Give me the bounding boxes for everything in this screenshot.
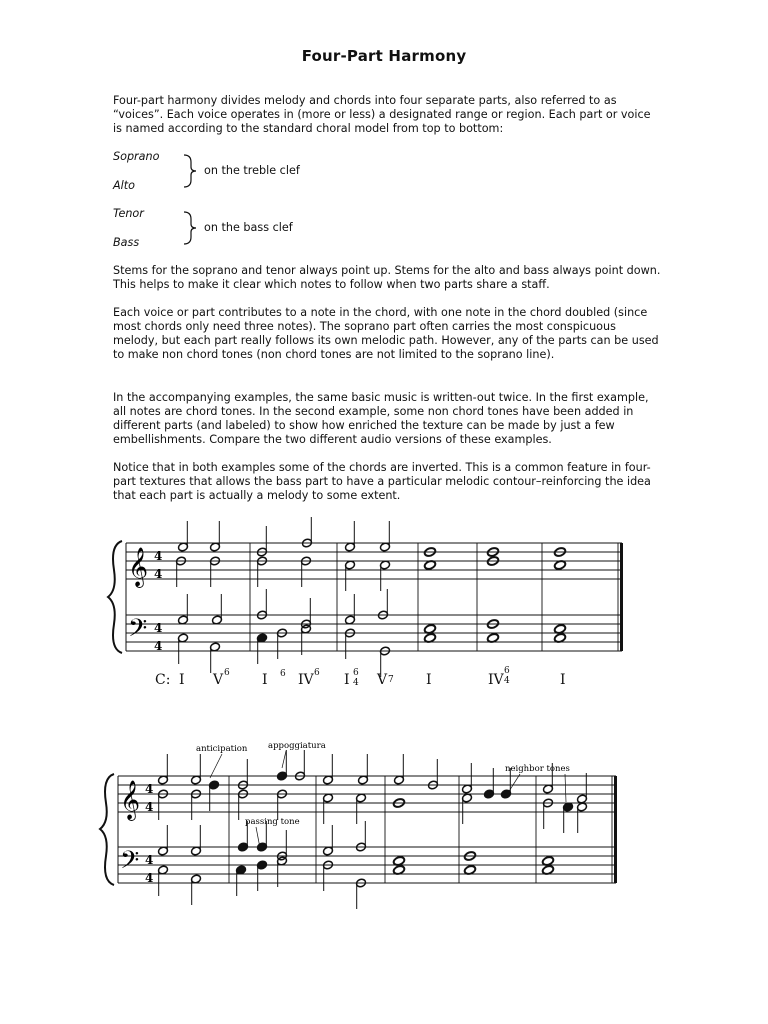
ex1-time-top: 4	[154, 549, 163, 563]
treble-clef-label: on the treble clef	[204, 164, 300, 177]
ex1-fig-iv6: 6	[314, 668, 320, 678]
ex1-fig-v6: 6	[224, 668, 230, 678]
voice-tenor: Tenor	[113, 207, 144, 220]
annotation-neighbor-tones: neighbor tones	[505, 764, 570, 774]
ex1-rn-9: I	[560, 672, 566, 688]
ex1-key: C:	[155, 672, 171, 688]
ex1-fig-iv64-top: 6	[504, 666, 510, 676]
inversions-paragraph: Notice that in both examples some of the chords are inverted. This is a common feature in four-part textures that allows the bass part to have a particular melodic contour–reinforcing the idea that each part is actually a melody to some extent.	[113, 461, 651, 502]
ex2-time-top: 4	[145, 782, 154, 796]
ex2-bass-time-top: 4	[145, 853, 154, 867]
doubling-paragraph: Each voice or part contributes to a note in the chord, with one note in the chord doubled (since most chords only need three notes). The soprano part often carries the most conspicuous melody, but each part really follows its own melodic path. However, any of the parts can be used to make non chord tones (non chord tones are not limited to the soprano line).	[113, 306, 659, 361]
ex1-fig-iv64-bottom: 4	[504, 676, 510, 686]
ex1-rn-3: I	[262, 672, 268, 688]
ex2-treble-clef-icon: 𝄞	[120, 780, 141, 820]
ex1-treble-clef-icon: 𝄞	[128, 547, 149, 587]
ex1-rn-1: I	[179, 672, 185, 688]
ex1-rn-7: I	[426, 672, 432, 688]
neighbor-pointer-2	[565, 774, 566, 802]
anticipation-pointer	[210, 754, 222, 778]
appoggiatura-pointer	[282, 751, 286, 768]
ex1-bass-time-top: 4	[154, 621, 163, 635]
ex2-final-barline	[614, 776, 617, 883]
ex1-time-bottom: 4	[154, 567, 163, 581]
ex2-system-brace-icon	[100, 774, 114, 885]
stems-paragraph: Stems for the soprano and tenor always point up. Stems for the alto and bass always point down. This helps to make it clear which notes to follow when two parts share a staff.	[113, 264, 661, 291]
ex1-rn-5: I	[344, 672, 350, 688]
ex1-bass-clef-icon: 𝄢	[128, 614, 148, 649]
ex1-rn-4: IV	[298, 672, 314, 688]
ex1-fig-v7: 7	[388, 675, 394, 685]
ex2-bass-clef-icon: 𝄢	[120, 846, 140, 881]
ex1-fig-i64-bottom: 4	[353, 678, 359, 688]
ex1-bass-time-bottom: 4	[154, 639, 163, 653]
bass-clef-label: on the bass clef	[204, 221, 293, 234]
ex2-bass-time-bottom: 4	[145, 871, 154, 885]
page-title: Four-Part Harmony	[301, 47, 467, 65]
intro-paragraph: Four-part harmony divides melody and chords into four separate parts, also referred to as “voices”. Each voice operates in (more or less) a designated range or region. Each part or voice is named according to the standard choral model from top to bottom:	[113, 94, 651, 135]
ex1-rn-2: V	[213, 672, 224, 688]
ex1-rn-6: V	[377, 672, 388, 688]
examples-paragraph: In the accompanying examples, the same basic music is written-out twice. In the first example, all notes are chord tones. In the second example, some non chord tones have been added in different parts (and labeled) to show how enriched the texture can be made by just a few embellishments. Compare the two different audio versions of these examples.	[113, 391, 649, 446]
ex1-fig-i6: 6	[280, 669, 286, 679]
voice-bass: Bass	[113, 236, 140, 249]
ex2-time-bottom: 4	[145, 800, 154, 814]
ex1-rn-8: IV	[488, 672, 504, 688]
voice-soprano: Soprano	[113, 150, 160, 163]
ex1-fig-i64-top: 6	[353, 668, 359, 678]
voice-alto: Alto	[113, 179, 135, 192]
annotation-appoggiatura: appoggiatura	[268, 741, 326, 751]
annotation-passing-tone: passing tone	[245, 817, 300, 827]
annotation-anticipation: anticipation	[196, 744, 248, 754]
